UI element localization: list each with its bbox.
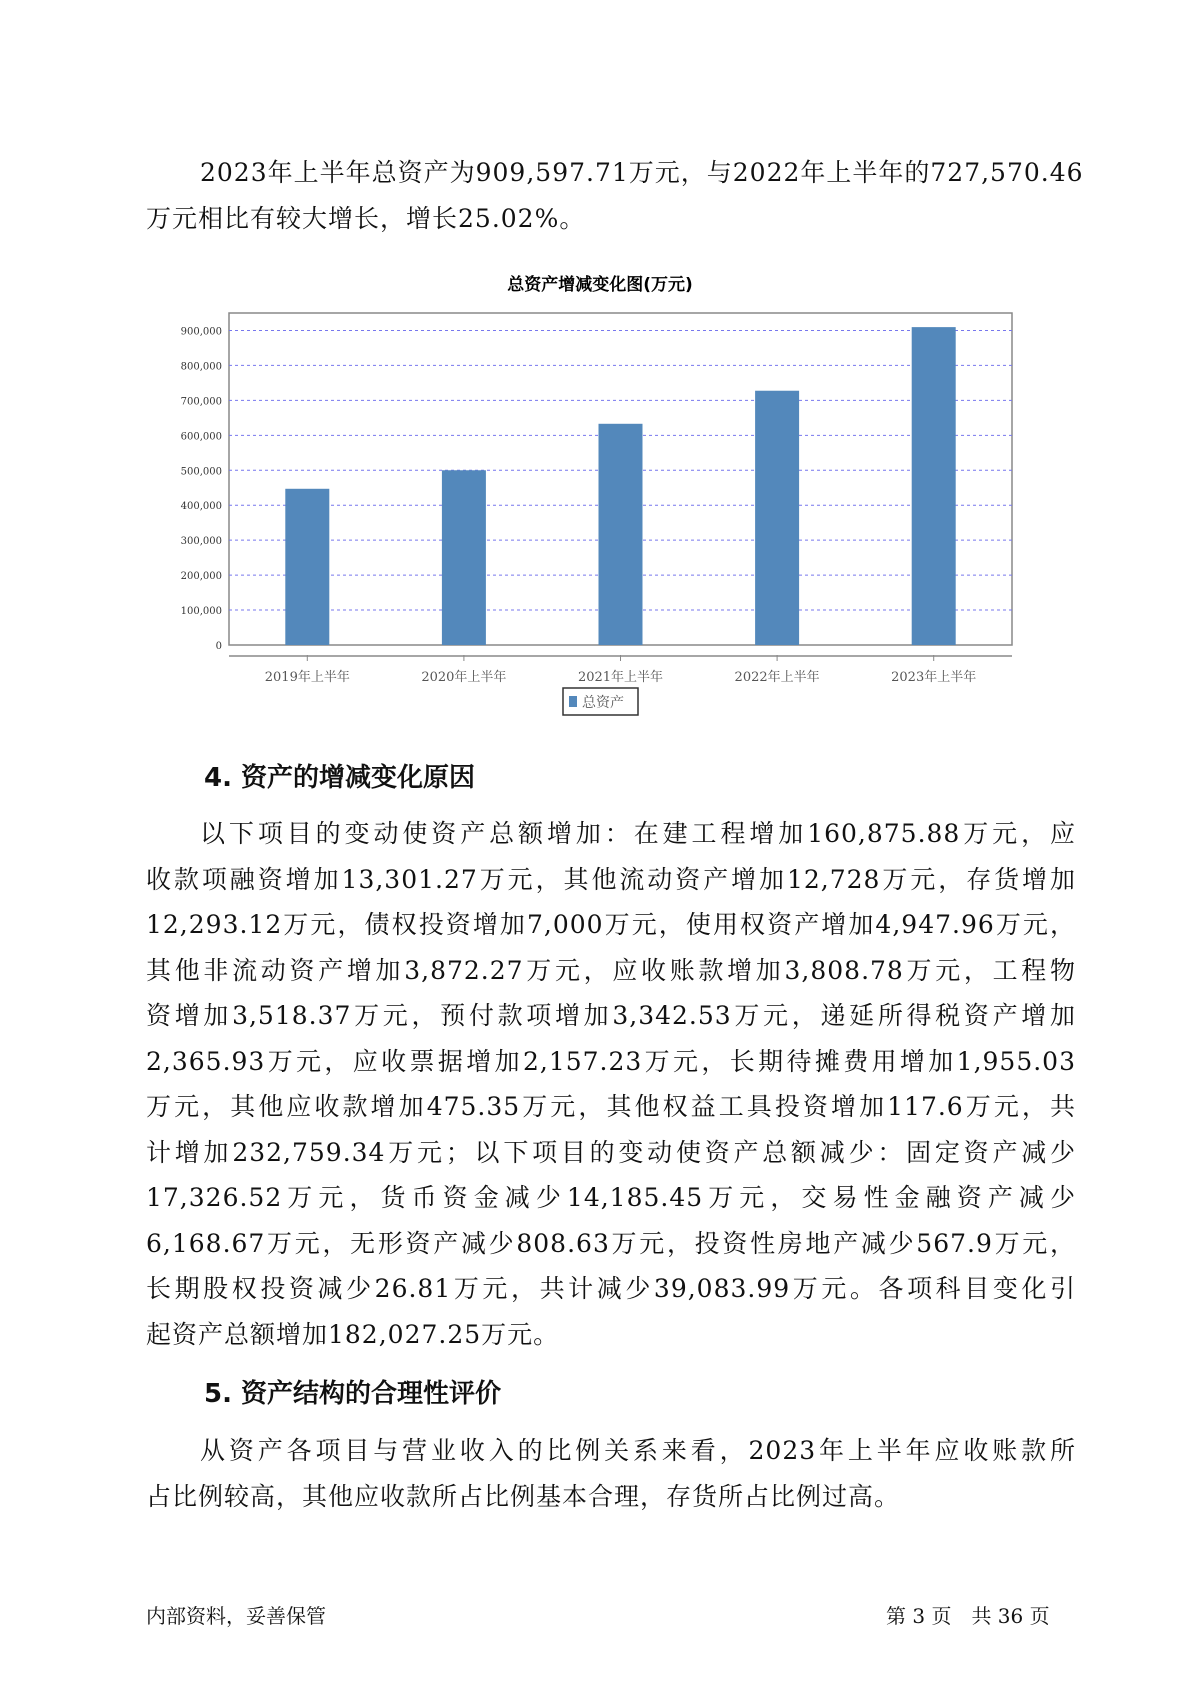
text-line: 收款项融资增加13,301.27万元，其他流动资产增加12,728万元，存货增加 <box>146 864 1076 894</box>
y-tick-label: 400,000 <box>180 501 222 513</box>
section-5-heading: 5. 资产结构的合理性评价 <box>204 1379 502 1409</box>
y-tick-label: 300,000 <box>180 536 222 548</box>
page-number: 第 3 页 共 36 页 <box>886 1604 1050 1628</box>
y-tick-label: 100,000 <box>180 606 222 618</box>
section-5-paragraph <box>146 1428 1076 1519</box>
y-tick-label: 900,000 <box>180 326 222 338</box>
text-line: 17,326.52万元，货币资金减少14,185.45万元，交易性金融资产减少 <box>146 1183 1076 1212</box>
text-line: 12,293.12万元，债权投资增加7,000万元，使用权资产增加4,947.96万元， <box>146 910 1076 939</box>
text-line: 占比例较高，其他应收款所占比例基本合理，存货所占比例过高。 <box>146 1481 901 1511</box>
total-assets-chart <box>0 260 1191 720</box>
text-line: 2,365.93万元，应收票据增加2,157.23万元，长期待摊费用增加1,955.03 <box>146 1046 1076 1076</box>
x-tick-label: 2019年上半年 <box>264 670 350 685</box>
text-line: 万元相比有较大增长，增长25.02%。 <box>146 203 586 233</box>
bar <box>912 327 956 645</box>
bar <box>599 424 643 645</box>
x-tick-label: 2023年上半年 <box>891 670 977 685</box>
y-tick-label: 200,000 <box>180 571 222 583</box>
text-line: 其他非流动资产增加3,872.27万元，应收账款增加3,808.78万元，工程物 <box>146 955 1076 985</box>
text-line: 长期股权投资减少26.81万元，共计减少39,083.99万元。各项科目变化引 <box>146 1274 1076 1303</box>
chart-title: 总资产增减变化图(万元) <box>507 275 693 295</box>
x-tick-label: 2020年上半年 <box>421 670 507 685</box>
intro-paragraph <box>146 150 1084 241</box>
text-line: 起资产总额增加182,027.25万元。 <box>146 1319 560 1349</box>
x-tick-label: 2021年上半年 <box>577 670 664 685</box>
y-tick-label: 0 <box>215 641 222 652</box>
y-tick-label: 800,000 <box>180 361 222 373</box>
text-line: 6,168.67万元，无形资产减少808.63万元，投资性房地产减少567.9万元， <box>146 1228 1076 1258</box>
text-line: 2023年上半年总资产为909,597.71万元，与2022年上半年的727,570.46 <box>200 158 1084 187</box>
section-4-paragraph <box>146 811 1076 1357</box>
x-tick-label: 2022年上半年 <box>734 670 820 685</box>
bar <box>755 391 799 645</box>
bar <box>285 489 329 645</box>
text-line: 从资产各项目与营业收入的比例关系来看，2023年上半年应收账款所 <box>200 1436 1076 1465</box>
y-tick-label: 700,000 <box>180 396 222 408</box>
y-tick-label: 500,000 <box>180 466 222 478</box>
legend-swatch <box>569 696 577 707</box>
footer-note: 内部资料，妥善保管 <box>146 1604 326 1628</box>
legend-label: 总资产 <box>582 695 624 711</box>
text-line: 以下项目的变动使资产总额增加：在建工程增加160,875.88万元，应 <box>200 819 1076 848</box>
y-tick-label: 600,000 <box>180 431 222 443</box>
section-4-heading: 4. 资产的增减变化原因 <box>204 763 476 793</box>
text-line: 计增加232,759.34万元；以下项目的变动使资产总额减少：固定资产减少 <box>146 1137 1076 1167</box>
text-line: 资增加3,518.37万元，预付款项增加3,342.53万元，递延所得税资产增加 <box>146 1001 1076 1030</box>
text-line: 万元，其他应收款增加475.35万元，其他权益工具投资增加117.6万元，共 <box>146 1092 1076 1121</box>
bar <box>442 470 486 645</box>
